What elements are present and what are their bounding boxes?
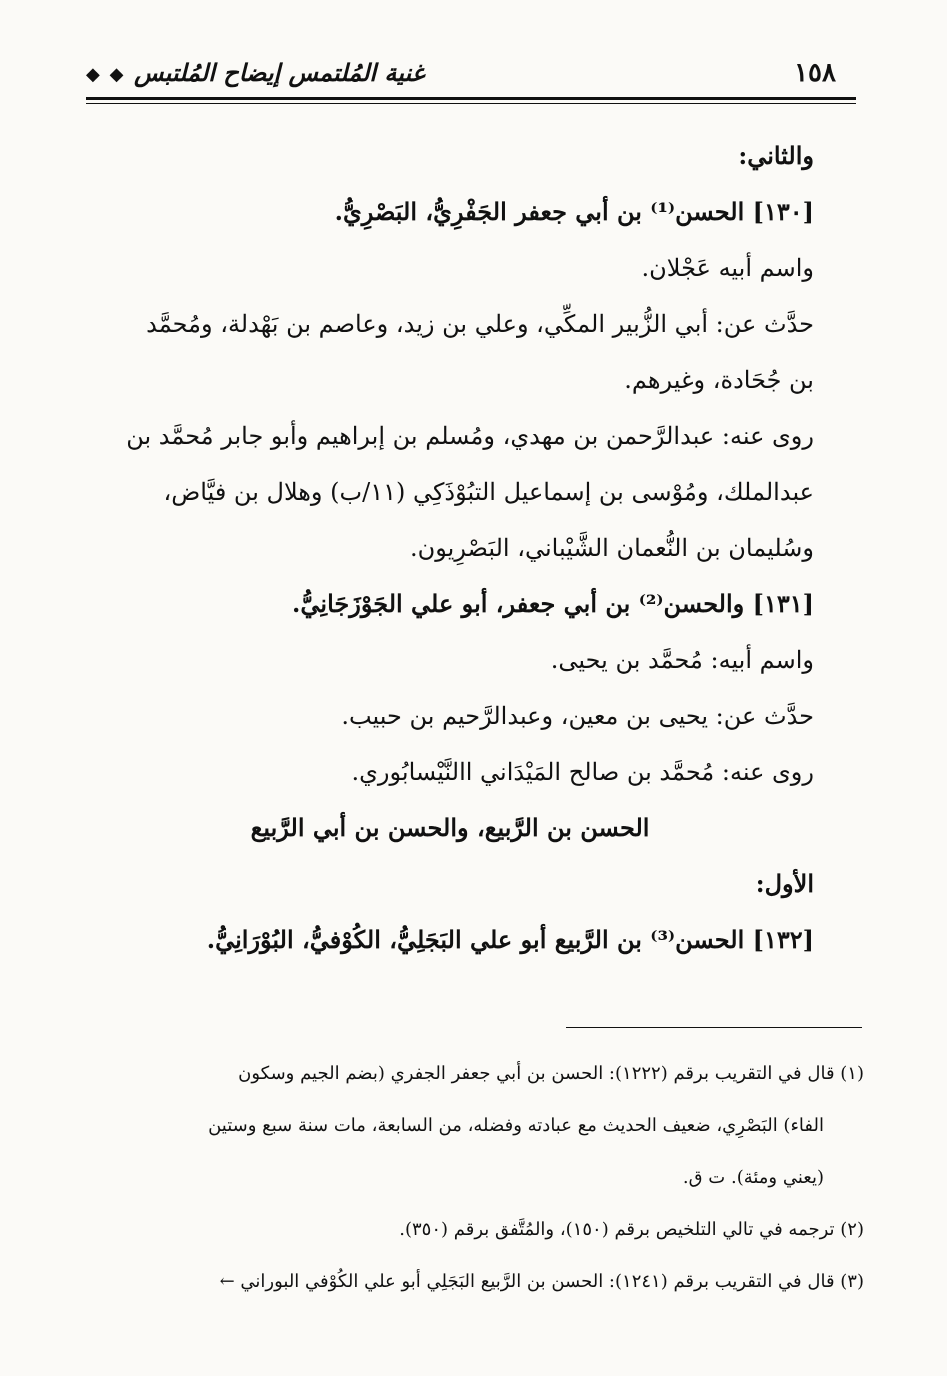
entry-131-heading: [١٣١] والحسن⁽²⁾ بن أبي جعفر، أبو علي الجَوْزَجَانِيُّ.: [292, 589, 814, 618]
entry-130-narrated-from: حدَّث عن: أبي الزُّبير المكِّي، وعلي بن زيد، وعاصم بن بَهْدلة، ومُحمَّد: [146, 310, 814, 338]
footnotes: [86, 1048, 864, 1308]
entry-131-father-name: واسم أبيه: مُحمَّد بن يحيى.: [550, 646, 814, 674]
footnote-1-cont-2: (يعني ومئة). ت ق.: [682, 1167, 824, 1188]
header-ornament: ◆ ◆: [86, 64, 126, 85]
entry-130-narrators: روى عنه: عبدالرَّحمن بن مهدي، ومُسلم بن إبراهيم وأبو جابر مُحمَّد بن: [126, 422, 814, 450]
entry-130-heading: [١٣٠] الحسن⁽¹⁾ بن أبي جعفر الجَفْرِيُّ، البَصْرِيُّ.: [334, 197, 814, 226]
header-rule-thin: [86, 103, 856, 104]
page-header: [86, 52, 856, 94]
entry-130-narrators-cont-1: عبدالملك، ومُوْسى بن إسماعيل التبُوْذَكِي (١١/ب) وهلال بن فيَّاض،: [163, 478, 814, 506]
section-heading-second: والثاني:: [738, 141, 814, 170]
entry-130-narrators-cont-2: وسُليمان بن النُّعمان الشَّيْباني، البَصْرِيون.: [409, 534, 814, 562]
entry-131-narrators: روى عنه: مُحمَّد بن صالح المَيْدَاني االنَّيْسابُوري.: [351, 758, 814, 786]
header-rule-thick: [86, 97, 856, 100]
footnote-1: (١) قال في التقريب برقم (١٢٢٢): الحسن بن أبي جعفر الجفري (بضم الجيم وسكون: [238, 1063, 864, 1084]
entry-132-heading: [١٣٢] الحسن⁽³⁾ بن الرَّبيع أبو علي البَجَلِيُّ، الكُوْفيُّ، البُوْرَانِيُّ.: [206, 925, 814, 954]
footnote-3: (٣) قال في التقريب برقم (١٢٤١): الحسن بن الرَّبيع البَجَلِي أبو علي الكُوْفي البوراني ←: [219, 1271, 864, 1292]
chapter-heading: الحسن بن الرَّبيع، والحسن بن أبي الرَّبيع: [250, 813, 650, 842]
main-text: [86, 128, 814, 968]
entry-130-narrated-from-cont: بن جُحَادة، وغيرهم.: [624, 366, 814, 394]
entry-130-father-name: واسم أبيه عَجْلان.: [641, 254, 814, 282]
footnote-2: (٢) ترجمه في تالي التلخيص برقم (١٥٠)، والمُتَّفق برقم (٣٥٠).: [399, 1219, 864, 1240]
running-title: غنية المُلتمس إيضاح المُلتبس: [134, 58, 425, 87]
footnote-separator: [566, 1027, 862, 1028]
section-heading-first: الأول:: [755, 869, 814, 898]
footnote-1-cont-1: الفاء) البَصْرِي، ضعيف الحديث مع عبادته وفضله، من السابعة، مات سنة سبع وستين: [208, 1115, 824, 1136]
entry-131-narrated-from: حدَّث عن: يحيى بن معين، وعبدالرَّحيم بن حبيب.: [341, 702, 814, 730]
page-number: ١٥٨: [794, 58, 836, 88]
